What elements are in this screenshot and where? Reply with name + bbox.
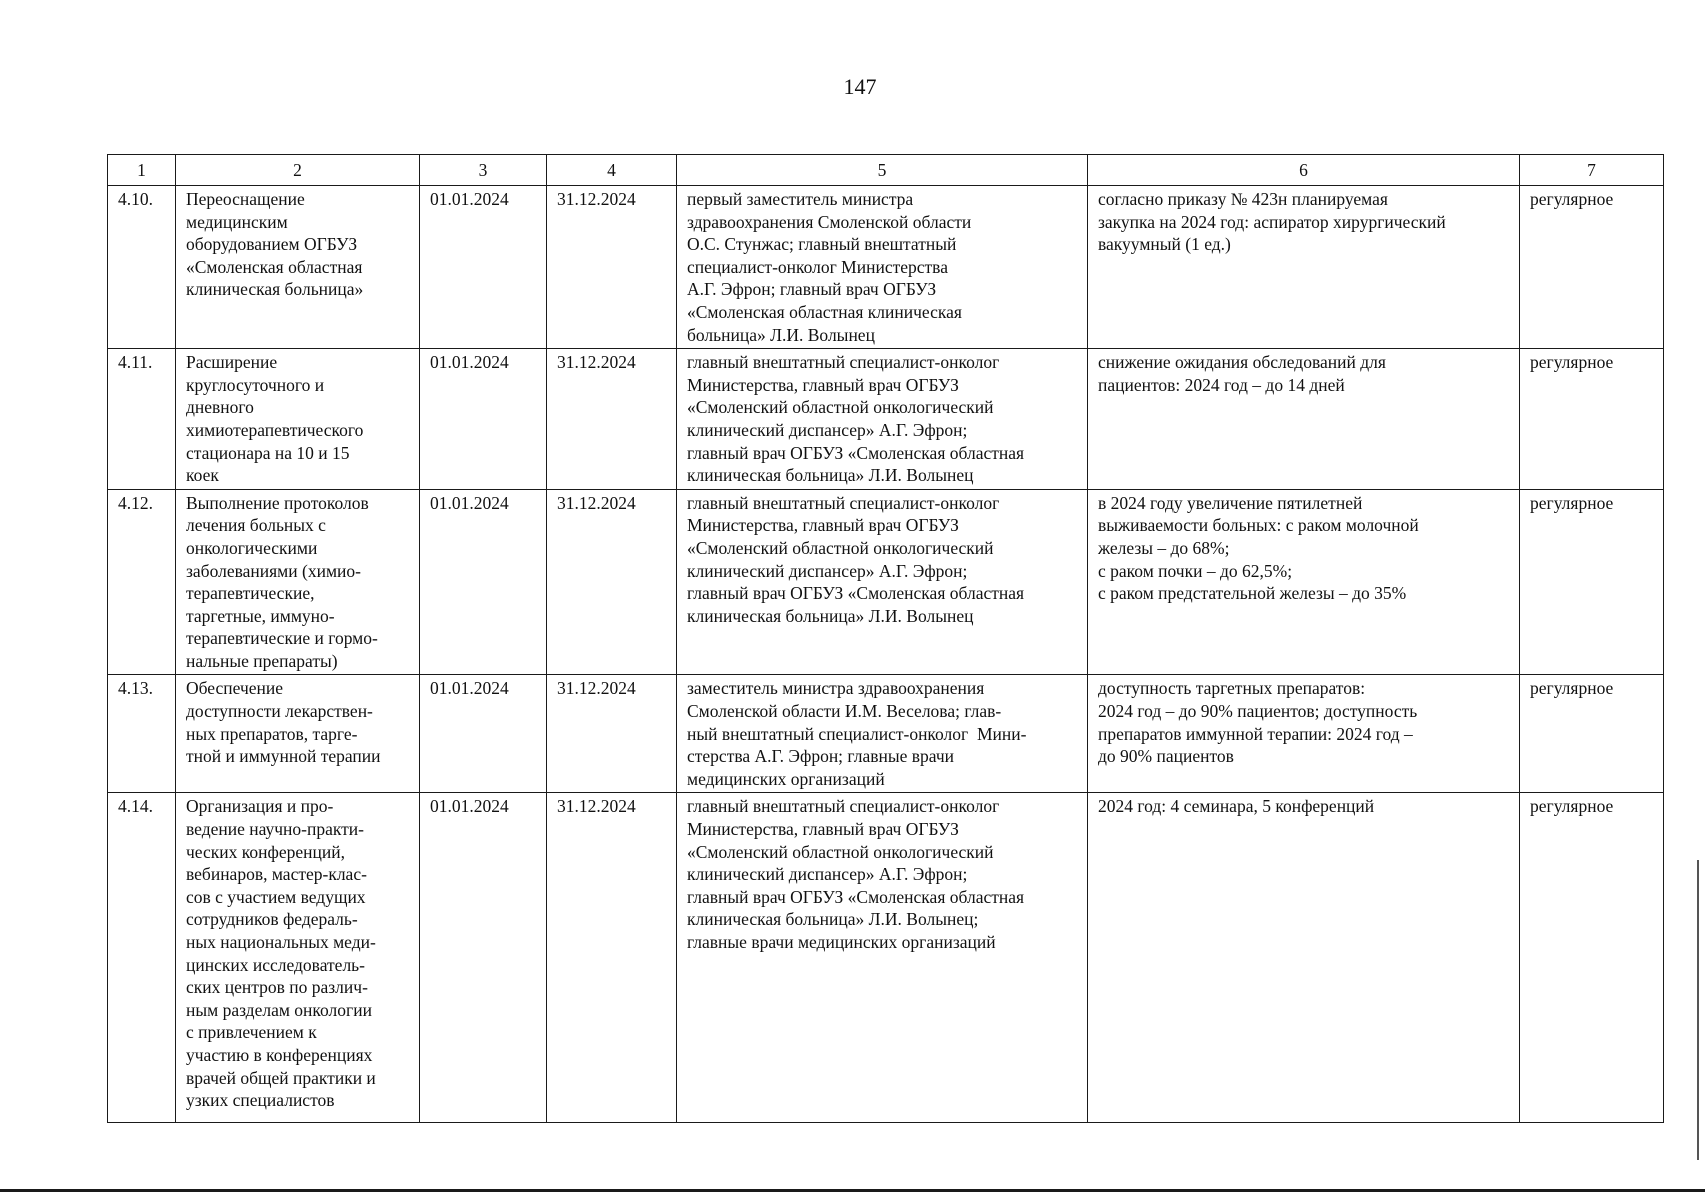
responsible-persons-line: главный врач ОГБУЗ «Смоленская областная (687, 583, 1025, 604)
expected-result (1088, 349, 1520, 490)
activity-name-line: тной и иммунной терапии (186, 746, 381, 767)
expected-result (1088, 675, 1520, 793)
expected-result-line: в 2024 году увеличение пятилетней (1098, 492, 1363, 513)
expected-result-line: 2024 год – до 90% пациентов; доступность (1098, 701, 1418, 722)
activity-type: регулярное (1520, 793, 1664, 1123)
activity-name-line: Расширение (186, 352, 278, 373)
column-number: 2 (176, 155, 420, 186)
expected-result-line: препаратов иммунной терапии: 2024 год – (1098, 723, 1413, 744)
expected-result-line: доступность таргетных препаратов: (1098, 678, 1366, 699)
column-number: 4 (547, 155, 677, 186)
activity-name-line: узких специалистов (186, 1090, 335, 1111)
end-date: 31.12.2024 (547, 489, 677, 675)
activity-type: регулярное (1520, 489, 1664, 675)
start-date: 01.01.2024 (420, 675, 547, 793)
responsible-persons (677, 349, 1088, 490)
item-number: 4.14. (108, 793, 176, 1123)
responsible-persons (677, 489, 1088, 675)
activity-name-line: ных препаратов, тарге- (186, 723, 358, 744)
table-row (108, 186, 1664, 349)
responsible-persons-line: главный врач ОГБУЗ «Смоленская областная (687, 886, 1025, 907)
responsible-persons-line: главный внештатный специалист-онколог (687, 796, 1000, 817)
activity-name-line: ческих конференций, (186, 841, 345, 862)
column-number-row (108, 155, 1664, 186)
activity-name-line: нальные препараты) (186, 650, 338, 671)
responsible-persons-line: здравоохранения Смоленской области (687, 211, 972, 232)
end-date: 31.12.2024 (547, 793, 677, 1123)
end-date: 31.12.2024 (547, 349, 677, 490)
activity-name (176, 793, 420, 1123)
activities-table (107, 154, 1664, 1123)
activity-type: регулярное (1520, 349, 1664, 490)
start-date: 01.01.2024 (420, 349, 547, 490)
responsible-persons-line: клиническая больница» Л.И. Волынец (687, 465, 974, 486)
bottom-scan-border (0, 1189, 1705, 1192)
expected-result-line: выживаемости больных: с раком молочной (1098, 515, 1419, 536)
responsible-persons-line: клинический диспансер» А.Г. Эфрон; (687, 864, 968, 885)
expected-result-line: с раком почки – до 62,5%; (1098, 560, 1293, 581)
activity-name-line: терапевтические и гормо- (186, 628, 378, 649)
responsible-persons-line: главный внештатный специалист-онколог (687, 492, 1000, 513)
responsible-persons-line: клинический диспансер» А.Г. Эфрон; (687, 560, 968, 581)
responsible-persons-line: Министерства, главный врач ОГБУЗ (687, 819, 959, 840)
responsible-persons (677, 675, 1088, 793)
responsible-persons-line: первый заместитель министра (687, 189, 914, 209)
activity-name-line: коек (186, 465, 219, 486)
activity-name-line: клиническая больница» (186, 279, 364, 300)
expected-result-line: до 90% пациентов (1098, 746, 1234, 767)
responsible-persons-line: главные врачи медицинских организаций (687, 932, 996, 952)
responsible-persons (677, 186, 1088, 349)
activity-name (176, 186, 420, 349)
column-number: 5 (677, 155, 1088, 186)
activity-name-line: стационара на 10 и 15 (186, 442, 350, 463)
activity-name-line: с привлечением к (186, 1022, 317, 1043)
activity-name-line: участию в конференциях (186, 1044, 373, 1065)
responsible-persons-line: клинический диспансер» А.Г. Эфрон; (687, 419, 968, 440)
responsible-persons-line: «Смоленский областной онкологический (687, 537, 994, 558)
activity-name (176, 675, 420, 793)
item-number: 4.10. (108, 186, 176, 349)
responsible-persons-line: клиническая больница» Л.И. Волынец (687, 605, 974, 626)
activity-name-line: ным разделам онкологии (186, 999, 372, 1020)
responsible-persons-line: главный врач ОГБУЗ «Смоленская областная (687, 442, 1025, 463)
expected-result-line: с раком предстательной железы – до 35% (1098, 583, 1407, 604)
responsible-persons-line: «Смоленский областной онкологический (687, 397, 994, 418)
expected-result-line: пациентов: 2024 год – до 14 дней (1098, 374, 1345, 395)
activity-name-line: заболеваниями (химио- (186, 560, 361, 581)
activity-name-line: терапевтические, (186, 583, 315, 604)
start-date: 01.01.2024 (420, 186, 547, 349)
activity-name-line: вебинаров, мастер-клас- (186, 864, 367, 885)
activity-name-line: Организация и про- (186, 796, 334, 817)
page-number: 147 (843, 74, 877, 99)
start-date: 01.01.2024 (420, 793, 547, 1123)
end-date: 31.12.2024 (547, 675, 677, 793)
expected-result-line: закупка на 2024 год: аспиратор хирургический (1098, 211, 1446, 232)
responsible-persons-line: О.С. Стунжас; главный внештатный (687, 234, 957, 255)
responsible-persons-line: специалист-онколог Министерства (687, 256, 948, 277)
expected-result-line: согласно приказу № 423н планируемая (1098, 189, 1388, 209)
activity-name-line: лечения больных с (186, 515, 326, 536)
table-row (108, 489, 1664, 675)
activity-type: регулярное (1520, 186, 1664, 349)
item-number: 4.12. (108, 489, 176, 675)
activity-type: регулярное (1520, 675, 1664, 793)
activity-name-line: оборудованием ОГБУЗ (186, 234, 358, 255)
activity-name-line: таргетные, иммуно- (186, 605, 335, 626)
responsible-persons-line: клиническая больница» Л.И. Волынец; (687, 909, 979, 930)
activity-name-line: сов с участием ведущих (186, 886, 366, 907)
responsible-persons-line: ный внештатный специалист-онколог Мини- (687, 723, 1027, 744)
item-number: 4.13. (108, 675, 176, 793)
activity-name-line: дневного (186, 397, 254, 418)
column-number: 1 (108, 155, 176, 186)
expected-result-line: железы – до 68%; (1098, 537, 1230, 558)
responsible-persons-line: стерства А.Г. Эфрон; главные врачи (687, 746, 954, 767)
right-scan-edge (1697, 860, 1699, 1160)
expected-result-line: вакуумный (1 ед.) (1098, 234, 1231, 255)
responsible-persons (677, 793, 1088, 1123)
start-date: 01.01.2024 (420, 489, 547, 675)
column-number: 3 (420, 155, 547, 186)
table-row (108, 675, 1664, 793)
activity-name-line: сотрудников федераль- (186, 909, 358, 930)
activity-name-line: медицинским (186, 211, 288, 232)
activity-name-line: ных национальных меди- (186, 932, 376, 952)
table-row (108, 793, 1664, 1123)
column-number: 6 (1088, 155, 1520, 186)
responsible-persons-line: Министерства, главный врач ОГБУЗ (687, 515, 959, 536)
activity-name-line: врачей общей практики и (186, 1067, 376, 1088)
expected-result-line: снижение ожидания обследований для (1098, 352, 1386, 373)
table-row (108, 349, 1664, 490)
expected-result (1088, 793, 1520, 1123)
expected-result-line: 2024 год: 4 семинара, 5 конференций (1098, 796, 1375, 817)
activity-name-line: Обеспечение (186, 678, 284, 699)
responsible-persons-line: медицинских организаций (687, 768, 885, 789)
activity-name-line: Переоснащение (186, 189, 305, 209)
activity-name-line: онкологическими (186, 537, 318, 558)
responsible-persons-line: Министерства, главный врач ОГБУЗ (687, 374, 959, 395)
activity-name-line: круглосуточного и (186, 374, 325, 395)
responsible-persons-line: «Смоленский областной онкологический (687, 841, 994, 862)
activity-name-line: ведение научно-практи- (186, 819, 364, 840)
responsible-persons-line: заместитель министра здравоохранения (687, 678, 985, 699)
responsible-persons-line: А.Г. Эфрон; главный врач ОГБУЗ (687, 279, 937, 300)
column-number: 7 (1520, 155, 1664, 186)
responsible-persons-line: «Смоленская областная клиническая (687, 301, 962, 322)
expected-result (1088, 186, 1520, 349)
activity-name (176, 349, 420, 490)
activity-name-line: доступности лекарствен- (186, 701, 373, 722)
expected-result (1088, 489, 1520, 675)
responsible-persons-line: главный внештатный специалист-онколог (687, 352, 1000, 373)
item-number: 4.11. (108, 349, 176, 490)
activity-name-line: химиотерапевтического (186, 419, 364, 440)
activity-name-line: цинских исследователь- (186, 954, 365, 975)
end-date: 31.12.2024 (547, 186, 677, 349)
activity-name-line: ских центров по различ- (186, 977, 368, 998)
activity-name (176, 489, 420, 675)
responsible-persons-line: Смоленской области И.М. Веселова; глав- (687, 701, 1002, 722)
activity-name-line: «Смоленская областная (186, 256, 363, 277)
activity-name-line: Выполнение протоколов (186, 492, 369, 513)
responsible-persons-line: больница» Л.И. Волынец (687, 324, 875, 345)
